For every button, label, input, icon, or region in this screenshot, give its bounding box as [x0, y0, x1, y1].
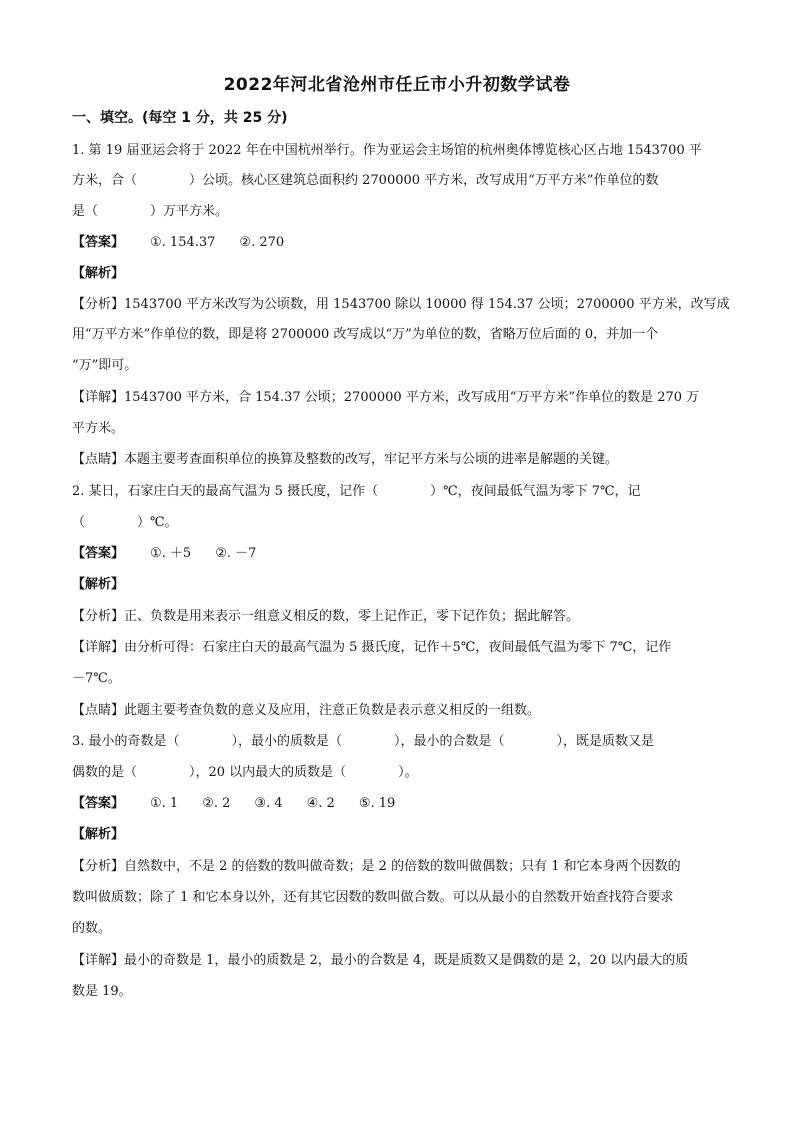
page-title: 2022年河北省沧州市任丘市小升初数学试卷: [223, 75, 571, 95]
q2-answers: [150, 545, 280, 563]
q1-answers: [150, 234, 308, 252]
q3-line-1: 3. 最小的奇数是（ ），最小的质数是（ ），最小的合数是（ ），既是质数又是: [72, 734, 655, 749]
q2-fenxi: 【分析】正、负数是用来表示一组意义相反的数，零上记作正，零下记作负；据此解答。: [72, 609, 580, 624]
q1-answer-1: ①. 154.37: [150, 235, 216, 250]
q1-xiangjie-1: 【详解】1543700 平方米，合 154.37 公顷；2700000 平方米，改写成用“万平方米”作单位的数是 270 万: [72, 390, 700, 405]
q2-answer-2: ②. －7: [215, 546, 257, 561]
q1-answer-row: [72, 234, 308, 252]
q2-dianjing: 【点睛】此题主要考查负数的意义及应用，注意正负数是表示意义相反的一组数。: [72, 703, 541, 718]
q3-answer-5: ⑤. 19: [358, 796, 396, 811]
q2-xiangjie-2: －7℃。: [72, 671, 121, 686]
q1-fenxi-2: 用“万平方米”作单位的数，即是将 2700000 改写成以“万”为单位的数，省略万位后面的 0，并加一个: [72, 327, 659, 342]
q3-answer-4: ④. 2: [306, 796, 335, 811]
q3-xiangjie-2: 数是 19。: [72, 984, 132, 999]
q1-fenxi-1: 【分析】1543700 平方米改写为公顷数，用 1543700 除以 10000 得 154.37 公顷；2700000 平方米，改写成: [72, 297, 730, 312]
q3-fenxi-2: 数叫做质数；除了 1 和它本身以外，还有其它因数的数叫做合数。可以从最小的自然数开始查找符合要求: [72, 890, 674, 905]
q1-line-1: 1. 第 19 届亚运会将于 2022 年在中国杭州举行。作为亚运会主场馆的杭州奥体博览核心区占地 1543700 平: [72, 143, 702, 158]
q2-answer-1: ①. ＋5: [150, 546, 192, 561]
q3-answer-row: [72, 795, 419, 813]
q3-fenxi-1: 【分析】自然数中，不是 2 的倍数的数叫做奇数；是 2 的倍数的数叫做偶数；只有 1 和它本身两个因数的: [72, 859, 681, 874]
section-heading: 一、填空。(每空 1 分，共 25 分): [72, 110, 288, 126]
q3-analysis-tag: 【解析】: [72, 827, 125, 842]
q3-answer-2: ②. 2: [202, 796, 231, 811]
q1-analysis-tag: 【解析】: [72, 266, 125, 281]
q1-answer-2: ②. 270: [239, 235, 285, 250]
q2-line-1: 2. 某日，石家庄白天的最高气温为 5 摄氏度，记作（ ）℃，夜间最低气温为零下 7℃，记: [72, 484, 641, 499]
q2-answer-row: [72, 545, 280, 563]
q3-answer-1: ①. 1: [150, 796, 179, 811]
q3-answer-3: ③. 4: [254, 796, 283, 811]
q1-fenxi-3: “万”即可。: [72, 358, 138, 373]
answer-tag: 【答案】: [72, 546, 125, 561]
q1-dianjing: 【点睛】本题主要考查面积单位的换算及整数的改写，牢记平方米与公顷的进率是解题的关键。: [72, 452, 619, 467]
q3-answers: [150, 795, 419, 813]
q1-line-2: 方米，合（ ）公顷。核心区建筑总面积约 2700000 平方米，改写成用“万平方米”作单位的数: [72, 173, 659, 188]
q2-line-2: （ ）℃。: [72, 515, 178, 530]
q1-xiangjie-2: 平方米。: [72, 421, 125, 436]
answer-tag: 【答案】: [72, 796, 125, 811]
q2-analysis-tag: 【解析】: [72, 577, 125, 592]
q3-xiangjie-1: 【详解】最小的奇数是 1，最小的质数是 2，最小的合数是 4，既是质数又是偶数的是 2，20 以内最大的质: [72, 953, 689, 968]
q3-fenxi-3: 的数。: [72, 921, 112, 936]
answer-tag: 【答案】: [72, 235, 125, 250]
q1-line-3: 是（ ）万平方米。: [72, 204, 229, 219]
q2-xiangjie-1: 【详解】由分析可得：石家庄白天的最高气温为 5 摄氏度，记作＋5℃，夜间最低气温为零下 7℃，记作: [72, 640, 672, 655]
q3-line-2: 偶数的是（ ），20 以内最大的质数是（ ）。: [72, 765, 418, 780]
